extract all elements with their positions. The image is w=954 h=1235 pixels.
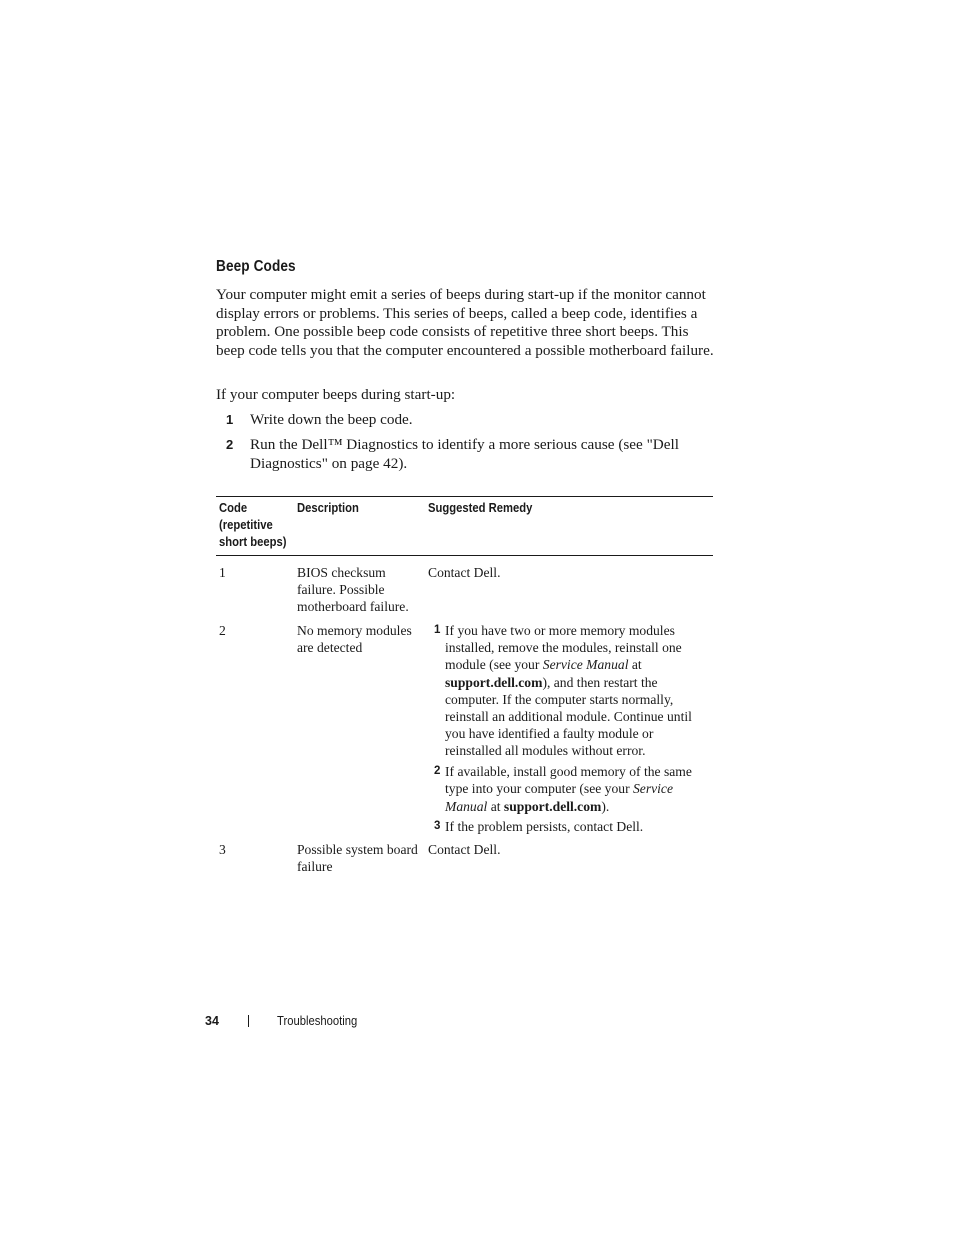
remedy-step-text: If the problem persists, contact Dell. [445,819,644,835]
footer-separator [248,1015,249,1027]
cell-code: 1 [219,565,226,580]
support-link: support.dell.com [445,674,543,690]
header-description [294,500,425,555]
cell-code: 3 [219,842,226,857]
remedy-step-number: 2 [434,765,441,778]
service-manual-ref: Service Manual [445,781,673,814]
table-row [216,622,713,841]
table-row [216,841,713,881]
remedy-step [428,763,713,815]
header-remedy [425,500,713,555]
step-text: Write down the beep code. [250,411,413,428]
footer-section-name: Troubleshooting [277,1014,358,1028]
cell-description: BIOS checksum failure. Possible motherboard failure. [297,565,409,615]
remedy-step-list [428,622,713,835]
remedy-step [428,622,713,760]
lead-sentence: If your computer beeps during start-up: [216,386,456,403]
header-code-line: Code [219,501,248,515]
cell-code: 2 [219,623,226,638]
page-number: 34 [205,1014,219,1028]
service-manual-ref: Service Manual [542,657,629,673]
header-code-line: (repetitive [219,518,273,532]
header-remedy-text: Suggested Remedy [428,501,533,515]
header-code [216,500,294,555]
step-list [216,411,716,480]
cell-description: Possible system board failure [297,842,418,875]
cell-remedy [425,622,713,841]
header-code-line: short beeps) [219,535,287,549]
support-link: support.dell.com [503,798,602,814]
beep-code-table [216,496,713,881]
remedy-step-number: 3 [434,820,441,833]
step-number: 2 [226,437,234,453]
cell-remedy: Contact Dell. [428,565,501,580]
page-footer [205,1014,366,1028]
remedy-step-text: If you have two or more memory modules installed, remove the modules, reinstall one module (see your Service Manual at support.dell.com), and then restart the computer. If the computer starts normally, reinstall an additional module. Continue until you have identified a faulty module or reinstalled all modules without error. [445,623,692,759]
cell-description: No memory modules are detected [297,623,412,656]
table-header-row [216,497,713,555]
remedy-step-number: 1 [434,624,441,636]
step-item [216,411,716,430]
header-description-text: Description [297,501,359,515]
intro-paragraph: Your computer might emit a series of beeps during start-up if the monitor cannot display errors or problems. This series of beeps, called a beep code, identifies a problem. One possible beep code consists of repetitive three short beeps. This beep code tells you that the computer encountered a possible motherboard failure. [216,286,714,359]
cell-remedy: Contact Dell. [428,842,501,857]
step-item [216,436,716,473]
section-heading: Beep Codes [216,258,296,275]
remedy-step-text: If available, install good memory of the same type into your computer (see your Service Manual at support.dell.com). [445,764,692,814]
remedy-step [428,818,713,835]
step-text: Run the Dell™ Diagnostics to identify a more serious cause (see "Dell Diagnostics" on page 42). [250,436,679,472]
table-row [216,556,713,622]
step-number: 1 [226,412,234,427]
